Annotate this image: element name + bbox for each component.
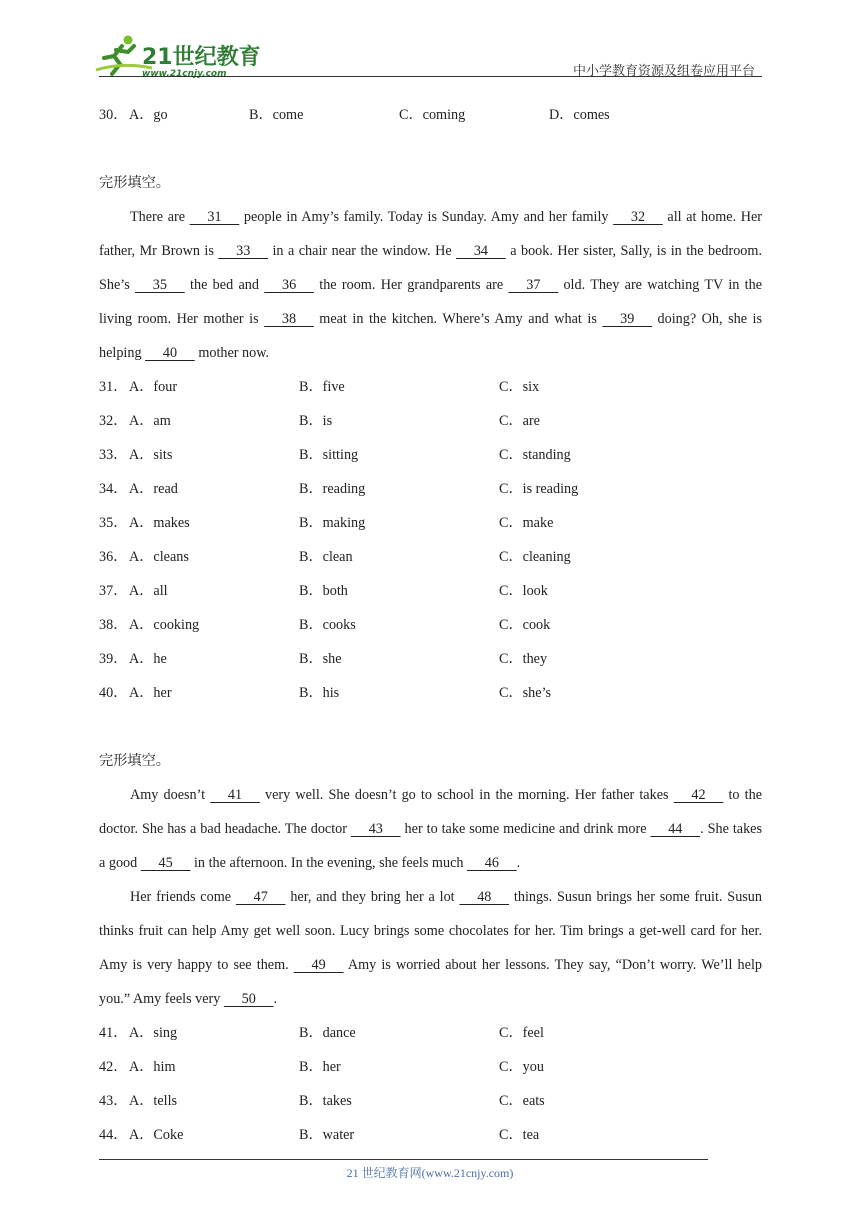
question-list-1 <box>99 370 762 710</box>
question-row <box>99 676 762 710</box>
running-man-icon <box>92 34 262 78</box>
option-c: C．are <box>499 413 540 429</box>
cloze-passage-1: There are 31 people in Amy’s family. Today is Sunday. Amy and her family 32 all at home. Her father, Mr Brown is 33 in a chair near the window. He 34 a book. Her sister, Sally, is in the bedroom. She’s 35 the bed and 36 the room. Her grandparents are 37 old. They are watching TV in the living room. Her mother is 38 meat in the kitchen. Where’s Amy and what is 39 doing? Oh, she is helping 40 mother now. <box>99 200 762 370</box>
document-body <box>99 98 762 1152</box>
option-c: C．six <box>499 379 540 395</box>
option-c: C．look <box>499 583 548 599</box>
blank-35: 35 <box>135 277 185 293</box>
question-number: 43． <box>99 1093 128 1109</box>
question-row <box>99 1084 762 1118</box>
question-number: 31． <box>99 379 128 395</box>
blank-39: 39 <box>602 311 653 327</box>
question-row <box>99 370 762 404</box>
question-row <box>99 438 762 472</box>
blank-42: 42 <box>673 787 724 803</box>
blank-49: 49 <box>293 957 344 973</box>
question-number: 44． <box>99 1127 128 1143</box>
question-row <box>99 1118 762 1152</box>
header-divider <box>99 76 762 77</box>
blank-41: 41 <box>210 787 260 803</box>
question-row <box>99 608 762 642</box>
option-a: A．he <box>129 651 167 667</box>
blank-50: 50 <box>223 991 274 1007</box>
option-b: B．water <box>299 1127 355 1143</box>
question-row <box>99 1016 762 1050</box>
section-title-2: 完形填空。 <box>99 753 170 769</box>
option-b: B．his <box>299 685 340 701</box>
question-number: 42． <box>99 1059 128 1075</box>
option-c: C．is reading <box>499 481 579 497</box>
question-list-2 <box>99 1016 762 1152</box>
question-row <box>99 642 762 676</box>
option-a: A．read <box>129 481 178 497</box>
option-a: A．makes <box>129 515 190 531</box>
option-a: A．sing <box>129 1025 178 1041</box>
blank-31: 31 <box>189 209 240 225</box>
option-c: C．you <box>499 1059 544 1075</box>
option-b: B．dance <box>299 1025 356 1041</box>
option-a: A．cleans <box>129 549 189 565</box>
option-b: B．five <box>299 379 345 395</box>
question-row <box>99 574 762 608</box>
blank-40: 40 <box>145 345 195 361</box>
question-number: 41． <box>99 1025 128 1041</box>
option-b: B．cooks <box>299 617 356 633</box>
option-b: B．making <box>299 515 366 531</box>
option-c: C．eats <box>499 1093 545 1109</box>
option-c: C．feel <box>499 1025 544 1041</box>
question-30 <box>99 98 762 132</box>
option-c: C．standing <box>499 447 571 463</box>
question-row <box>99 472 762 506</box>
blank-38: 38 <box>264 311 314 327</box>
blank-47: 47 <box>235 889 286 905</box>
blank-43: 43 <box>350 821 401 837</box>
cloze-passage-2-p1: Amy doesn’t 41 very well. She doesn’t go to school in the morning. Her father takes 42 to the doctor. She has a bad headache. The doctor 43 her to take some medicine and drink more 44 . She takes a good 45 in the afternoon. In the evening, she feels much 46 . <box>99 778 762 880</box>
blank-48: 48 <box>459 889 510 905</box>
option-b: B．sitting <box>299 447 359 463</box>
option-c: C．they <box>499 651 548 667</box>
svg-text:www.21cnjy.com: www.21cnjy.com <box>142 69 227 78</box>
option-b: B．both <box>299 583 348 599</box>
option-a: A．four <box>129 379 178 395</box>
option-b: B．she <box>299 651 342 667</box>
blank-37: 37 <box>508 277 559 293</box>
footer-divider <box>99 1159 708 1160</box>
option-c: C．cleaning <box>499 549 571 565</box>
option-a: A．am <box>129 413 171 429</box>
site-logo <box>92 34 262 78</box>
question-number: 34． <box>99 481 128 497</box>
option-b: B．is <box>299 413 333 429</box>
blank-45: 45 <box>140 855 191 871</box>
question-number: 35． <box>99 515 128 531</box>
option-c: C．cook <box>499 617 551 633</box>
option-b: B．takes <box>299 1093 352 1109</box>
blank-44: 44 <box>650 821 701 837</box>
option-a: A．Coke <box>129 1127 184 1143</box>
question-row <box>99 540 762 574</box>
question-number: 30． <box>99 107 128 123</box>
blank-36: 36 <box>264 277 314 293</box>
section-title-1: 完形填空。 <box>99 175 170 191</box>
option-a: A．him <box>129 1059 176 1075</box>
option-c: C．she’s <box>499 685 552 701</box>
page-footer: 21 世纪教育网(www.21cnjy.com) <box>346 1166 514 1180</box>
question-row <box>99 1050 762 1084</box>
question-number: 38． <box>99 617 128 633</box>
option-a: A．go <box>129 107 168 123</box>
option-a: A．all <box>129 583 168 599</box>
blank-34: 34 <box>456 243 506 259</box>
option-b: B．her <box>299 1059 341 1075</box>
cloze-passage-2-p2: Her friends come 47 her, and they bring her a lot 48 things. Susun brings her some fruit. Susun thinks fruit can help Amy get well soon. Lucy brings some chocolates for her. Tim brings a get-well card for her. Amy is very happy to see them. 49 Amy is worried about her lessons. They say, “Don’t worry. We’ll help you.” Amy feels very 50 . <box>99 880 762 1016</box>
blank-46: 46 <box>467 855 517 871</box>
blank-33: 33 <box>218 243 269 259</box>
option-b: B．come <box>249 107 304 123</box>
svg-text:21世纪教育: 21世纪教育 <box>142 45 261 70</box>
option-b: B．clean <box>299 549 353 565</box>
option-a: A．her <box>129 685 172 701</box>
question-number: 32． <box>99 413 128 429</box>
question-number: 37． <box>99 583 128 599</box>
platform-name: 中小学教育资源及组卷应用平台 <box>572 64 755 79</box>
option-b: B．reading <box>299 481 366 497</box>
option-a: A．tells <box>129 1093 178 1109</box>
option-c: C．tea <box>499 1127 540 1143</box>
page-header <box>0 0 860 80</box>
question-number: 40． <box>99 685 128 701</box>
option-a: A．cooking <box>129 617 200 633</box>
blank-32: 32 <box>613 209 663 225</box>
option-c: C．coming <box>399 107 466 123</box>
question-number: 36． <box>99 549 128 565</box>
option-a: A．sits <box>129 447 173 463</box>
question-number: 39． <box>99 651 128 667</box>
question-row <box>99 404 762 438</box>
question-number: 33． <box>99 447 128 463</box>
option-c: C．make <box>499 515 554 531</box>
option-d: D．comes <box>549 107 610 123</box>
question-row <box>99 506 762 540</box>
